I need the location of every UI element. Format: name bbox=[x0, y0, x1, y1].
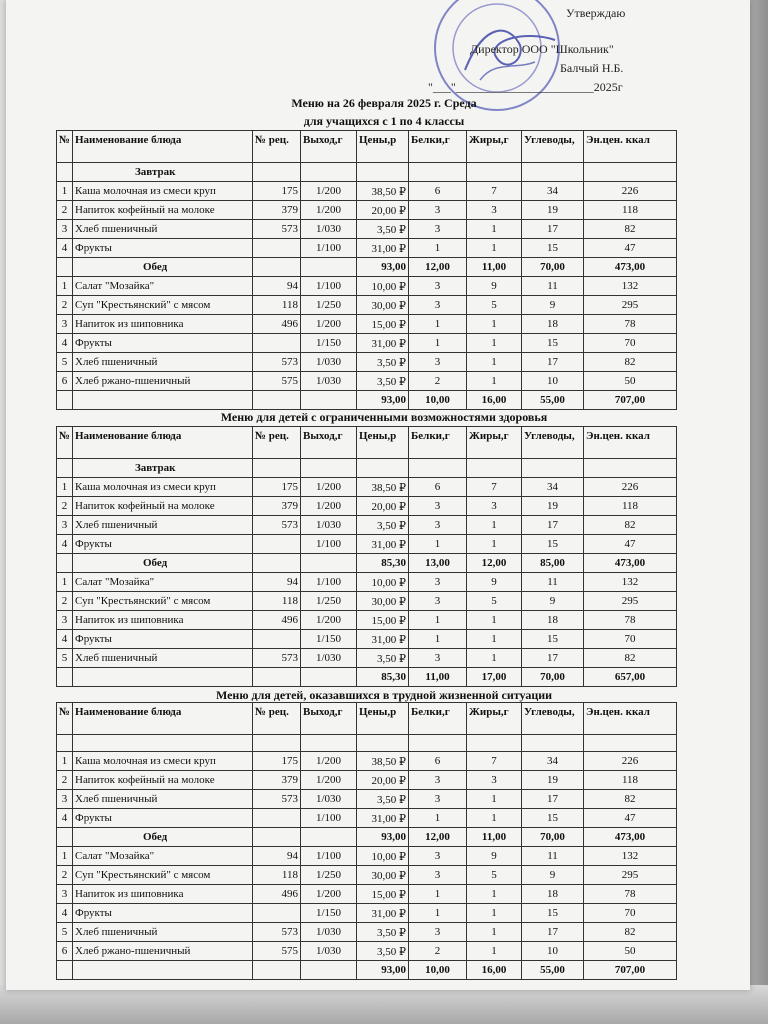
table-row: 5 Хлеб пшеничный 573 1/030 3,50 ₽ 3 1 17 82 bbox=[57, 649, 677, 668]
table-row: 4 Фрукты 1/150 31,00 ₽ 1 1 15 70 bbox=[57, 334, 677, 353]
table-header-row bbox=[57, 427, 677, 459]
header-cell: Выход,г bbox=[301, 427, 357, 459]
table-row: 5 Хлеб пшеничный 573 1/030 3,50 ₽ 3 1 17 82 bbox=[57, 923, 677, 942]
table-row: 4 Фрукты 1/100 31,00 ₽ 1 1 15 47 bbox=[57, 239, 677, 258]
date-line: "___"_______________________2025г bbox=[428, 80, 623, 94]
table-header-row bbox=[57, 703, 677, 735]
header-cell: Эн.цен. ккал bbox=[584, 703, 677, 735]
header-cell: Цены,р bbox=[357, 427, 409, 459]
table-row: 4 Фрукты 1/150 31,00 ₽ 1 1 15 70 bbox=[57, 904, 677, 923]
header-cell: Цены,р bbox=[357, 703, 409, 735]
final-total-row: 93,00 10,00 16,00 55,00 707,00 bbox=[57, 391, 677, 410]
lunch-total-row: Обед 85,30 13,00 12,00 85,00 473,00 bbox=[57, 554, 677, 573]
header-cell: Выход,г bbox=[301, 131, 357, 163]
director-name: Балчый Н.Б. bbox=[560, 61, 624, 75]
header-cell: № рец. bbox=[253, 131, 301, 163]
table-row: 1 Салат "Мозайка" 94 1/100 10,00 ₽ 3 9 11 132 bbox=[57, 573, 677, 592]
breakfast-label: Завтрак bbox=[73, 163, 253, 182]
section-title-2: Меню для детей с ограниченными возможностями здоровья bbox=[220, 410, 548, 424]
breakfast-label: Завтрак bbox=[73, 459, 253, 478]
table-row: 4 Фрукты 1/150 31,00 ₽ 1 1 15 70 bbox=[57, 630, 677, 649]
table-row: 4 Фрукты 1/100 31,00 ₽ 1 1 15 47 bbox=[57, 535, 677, 554]
breakfast-row bbox=[57, 163, 677, 182]
table-row: 3 Напиток из шиповника 496 1/200 15,00 ₽ 1 1 18 78 bbox=[57, 885, 677, 904]
final-total-row: 85,30 11,00 17,00 70,00 657,00 bbox=[57, 668, 677, 687]
table-row: 3 Хлеб пшеничный 573 1/030 3,50 ₽ 3 1 17 82 bbox=[57, 790, 677, 809]
header-cell: Белки,г bbox=[409, 131, 467, 163]
director-position: Директор ООО "Школьник" bbox=[470, 42, 614, 56]
table-row: 2 Суп "Крестьянский" с мясом 118 1/250 30,00 ₽ 3 5 9 295 bbox=[57, 866, 677, 885]
table-row: 1 Каша молочная из смеси круп 175 1/200 38,50 ₽ 6 7 34 226 bbox=[57, 752, 677, 771]
table-row: 2 Напиток кофейный на молоке 379 1/200 20,00 ₽ 3 3 19 118 bbox=[57, 201, 677, 220]
header-cell: № bbox=[57, 703, 73, 735]
header-cell: Эн.цен. ккал bbox=[584, 131, 677, 163]
table-row: 2 Суп "Крестьянский" с мясом 118 1/250 30,00 ₽ 3 5 9 295 bbox=[57, 296, 677, 315]
table-row: 2 Напиток кофейный на молоке 379 1/200 20,00 ₽ 3 3 19 118 bbox=[57, 771, 677, 790]
page-subtitle: для учащихся с 1 по 4 классы bbox=[303, 114, 465, 128]
table-row: 3 Хлеб пшеничный 573 1/030 3,50 ₽ 3 1 17 82 bbox=[57, 516, 677, 535]
table-row: 1 Салат "Мозайка" 94 1/100 10,00 ₽ 3 9 11 132 bbox=[57, 277, 677, 296]
header-cell: Жиры,г bbox=[467, 427, 522, 459]
header-cell: Выход,г bbox=[301, 703, 357, 735]
table-header-row bbox=[57, 131, 677, 163]
table-row: 6 Хлеб ржано-пшеничный 575 1/030 3,50 ₽ 2 1 10 50 bbox=[57, 942, 677, 961]
header-cell: Наименование блюда bbox=[73, 131, 253, 163]
table-row: 3 Напиток из шиповника 496 1/200 15,00 ₽ 1 1 18 78 bbox=[57, 315, 677, 334]
header-cell: Углеводы, bbox=[522, 703, 584, 735]
menu-table-3 bbox=[56, 702, 677, 980]
table-row: 2 Суп "Крестьянский" с мясом 118 1/250 30,00 ₽ 3 5 9 295 bbox=[57, 592, 677, 611]
header-cell: № рец. bbox=[253, 703, 301, 735]
header-cell: Эн.цен. ккал bbox=[584, 427, 677, 459]
final-total-row: 93,00 10,00 16,00 55,00 707,00 bbox=[57, 961, 677, 980]
header-cell: Жиры,г bbox=[467, 131, 522, 163]
breakfast-row bbox=[57, 459, 677, 478]
header-cell: Углеводы, bbox=[522, 427, 584, 459]
header-cell: Жиры,г bbox=[467, 703, 522, 735]
section-title-3: Меню для детей, оказавшихся в трудной жизненной ситуации bbox=[215, 688, 553, 702]
header-cell: Цены,р bbox=[357, 131, 409, 163]
table-row: 6 Хлеб ржано-пшеничный 575 1/030 3,50 ₽ 2 1 10 50 bbox=[57, 372, 677, 391]
header-cell: № рец. bbox=[253, 427, 301, 459]
menu-table-2 bbox=[56, 426, 677, 687]
table-row: 3 Напиток из шиповника 496 1/200 15,00 ₽ 1 1 18 78 bbox=[57, 611, 677, 630]
header-cell: Белки,г bbox=[409, 427, 467, 459]
table-row: 4 Фрукты 1/100 31,00 ₽ 1 1 15 47 bbox=[57, 809, 677, 828]
table-row: 1 Каша молочная из смеси круп 175 1/200 38,50 ₽ 6 7 34 226 bbox=[57, 182, 677, 201]
background-bottom bbox=[0, 985, 768, 1024]
approve-label: Утверждаю bbox=[566, 6, 626, 20]
header-cell: Наименование блюда bbox=[73, 427, 253, 459]
header-cell: Белки,г bbox=[409, 703, 467, 735]
blank-row bbox=[57, 735, 677, 752]
table-row: 3 Хлеб пшеничный 573 1/030 3,50 ₽ 3 1 17 82 bbox=[57, 220, 677, 239]
header-cell: № bbox=[57, 427, 73, 459]
table-row: 1 Каша молочная из смеси круп 175 1/200 38,50 ₽ 6 7 34 226 bbox=[57, 478, 677, 497]
table-row: 2 Напиток кофейный на молоке 379 1/200 20,00 ₽ 3 3 19 118 bbox=[57, 497, 677, 516]
menu-table-1 bbox=[56, 130, 677, 410]
lunch-total-row: Обед 93,00 12,00 11,00 70,00 473,00 bbox=[57, 828, 677, 847]
header-cell: Углеводы, bbox=[522, 131, 584, 163]
header-cell: № bbox=[57, 131, 73, 163]
header-cell: Наименование блюда bbox=[73, 703, 253, 735]
table-row: 5 Хлеб пшеничный 573 1/030 3,50 ₽ 3 1 17 82 bbox=[57, 353, 677, 372]
lunch-total-row: Обед 93,00 12,00 11,00 70,00 473,00 bbox=[57, 258, 677, 277]
table-row: 1 Салат "Мозайка" 94 1/100 10,00 ₽ 3 9 11 132 bbox=[57, 847, 677, 866]
page-title: Меню на 26 февраля 2025 г. Среда bbox=[291, 96, 477, 110]
